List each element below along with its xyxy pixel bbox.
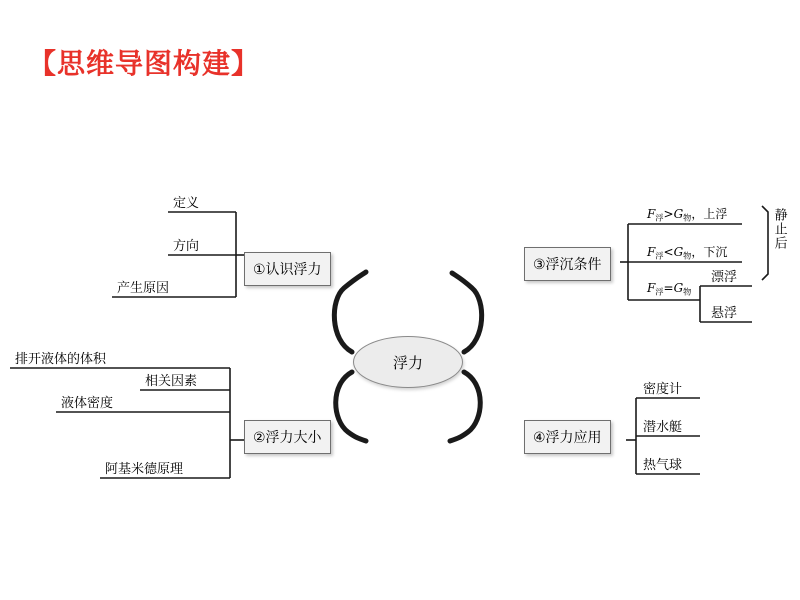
leaf-label: 悬浮 [711,306,738,321]
branch-node-label: ④浮力应用 [533,430,602,446]
leaf-floating[interactable] [708,266,740,287]
leaf-label: 产生原因 [117,281,170,296]
leaf-submarine[interactable] [640,416,685,437]
leaf-cause[interactable] [114,277,172,298]
branch-node-label: ①认识浮力 [253,262,322,278]
leaf-hot-air-balloon[interactable] [640,454,685,475]
leaf-liquid-density[interactable] [58,392,116,413]
leaf-label: 密度计 [643,382,683,397]
leaf-label: 漂浮 [711,270,738,285]
branch-node-label: ③浮沉条件 [533,257,602,273]
leaf-label: 方向 [173,239,200,254]
leaf-definition[interactable] [170,192,202,213]
center-node-label: 浮力 [392,353,423,372]
leaf-label: 静止后 [771,208,787,250]
leaf-displaced-volume[interactable] [12,348,109,369]
leaf-after-rest[interactable] [772,208,786,250]
branch-node-label: ②浮力大小 [253,430,322,446]
leaf-label: 潜水艇 [643,420,683,435]
leaf-f-greater-g-rise[interactable] [644,205,730,225]
leaf-label: 阿基米德原理 [105,462,184,477]
leaf-f-equals-g[interactable] [644,281,694,299]
leaf-archimedes-principle[interactable] [102,458,186,479]
leaf-f-less-g-sink[interactable] [644,243,730,263]
leaf-label: 排开液体的体积 [15,352,107,367]
leaf-label: 相关因素 [145,374,198,389]
branch-node-buoyancy-application[interactable] [524,420,611,454]
leaf-related-factors[interactable] [142,370,200,391]
leaf-label: $F_浮<G_物$，下沉 [647,245,728,261]
leaf-label: $F_浮>G_物$，上浮 [647,207,728,223]
leaf-label: $F_浮=G_物$ [647,281,692,297]
leaf-hydrometer[interactable] [640,378,685,399]
branch-node-recognize-buoyancy[interactable] [244,252,331,286]
leaf-suspended[interactable] [708,302,740,323]
leaf-label: 液体密度 [61,396,114,411]
center-node-buoyancy[interactable] [353,336,463,388]
branch-node-float-sink-condition[interactable] [524,247,611,281]
branch-node-buoyancy-magnitude[interactable] [244,420,331,454]
leaf-direction[interactable] [170,235,202,256]
leaf-label: 热气球 [643,458,683,473]
page-title: 【思维导图构建】 [28,47,261,80]
leaf-label: 定义 [173,196,200,211]
